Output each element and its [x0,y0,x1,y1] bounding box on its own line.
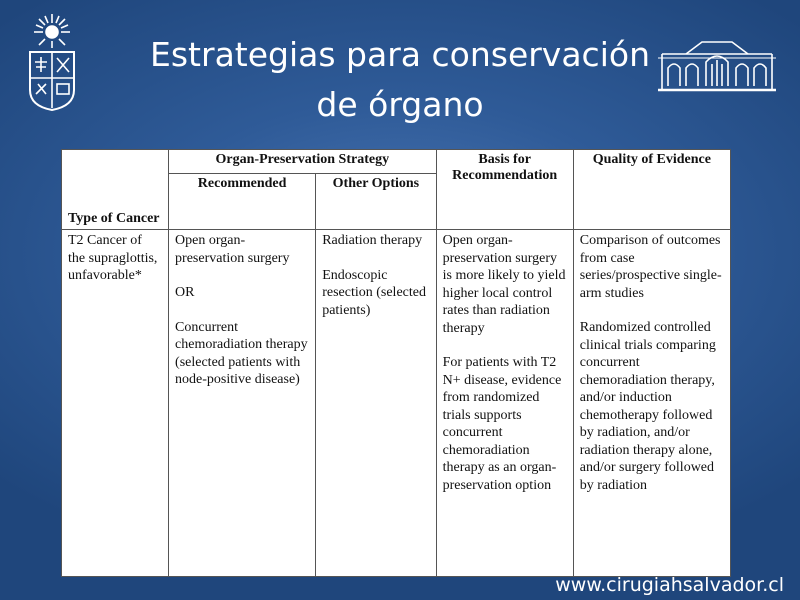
cell-text: Randomized controlled clinical trials comparing concurrent chemoradiation therapy, and/or induction chemotherapy followed by radiation, and/or radiation therapy alone, and/or surgery followed by radiation [579,320,716,493]
cell-text: Radiation therapy [322,233,423,248]
cell-text: Endoscopic resection (selected patients) [322,267,426,318]
header-quality-of-evidence: Quality of Evidence [573,150,730,230]
cell-recommended [169,230,316,577]
slide-title [100,30,700,130]
table-header-row [62,150,731,174]
cell-quality [573,230,730,577]
header-recommended: Recommended [169,174,316,230]
cell-text: Open organ-preservation surgery [175,233,290,266]
cell-text: T2 Cancer of the supraglottis, unfavorable* [68,233,158,283]
organ-preservation-table [61,149,731,577]
cell-text: For patients with T2 N+ disease, evidence from randomized trials supports concurrent chemoradiation therapy as an organ-preservation option [442,355,562,493]
slide-title-line-1: Estrategias para conservación [150,35,650,74]
cell-type-of-cancer [62,230,169,577]
header-type-of-cancer: Type of Cancer [62,150,169,230]
slide-title-line-2: de órgano [316,85,484,124]
cell-text: OR [175,285,195,300]
cell-text: Comparison of outcomes from case series/prospective single-arm studies [579,233,722,301]
evidence-table-image [61,149,731,577]
table-row [62,230,731,577]
cell-text: Open organ-preservation surgery is more likely to yield higher local control rates than radiation therapy [442,233,566,336]
cell-text: Concurrent chemoradiation therapy (selected patients with node-positive disease) [175,319,308,387]
header-basis-for-recommendation: Basis for Recommendation [436,150,573,230]
cell-basis [436,230,573,577]
university-seal-icon [24,10,80,112]
cell-other-options [316,230,436,577]
header-other-options: Other Options [316,174,436,230]
footer-website-url: www.cirugiahsalvador.cl [555,574,784,596]
header-organ-preservation-strategy: Organ-Preservation Strategy [169,150,437,174]
